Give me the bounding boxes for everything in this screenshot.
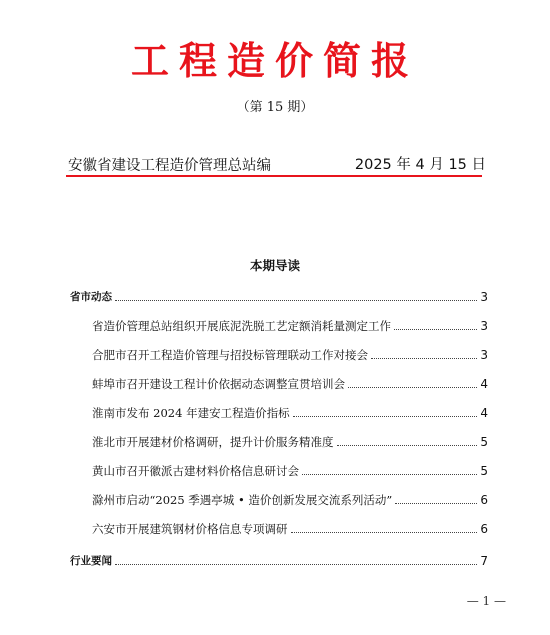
toc-entry-label: 省市动态 [70,291,112,303]
toc-entry-page: 4 [480,406,488,420]
toc-leader-dots [291,531,478,533]
toc-entry-page: 3 [480,290,488,304]
toc-entry[interactable] [92,404,488,420]
toc-leader-dots [293,415,478,417]
toc-entry-label: 滁州市启动“2025 季遇亭城 • 造价创新发展交流系列活动” [92,493,393,507]
toc-entry-label: 行业要闻 [70,555,112,567]
newsletter-title: 工程造价简报 [130,38,419,83]
toc-entry[interactable] [92,491,488,507]
toc-entry[interactable] [92,520,488,536]
toc-entry-label: 合肥市召开工程造价管理与招投标管理联动工作对接会 [92,348,368,362]
toc-leader-dots [302,473,477,475]
toc-entry-page: 4 [480,377,488,391]
toc-entry-page: 6 [480,493,488,507]
toc-entry[interactable] [92,375,488,391]
toc-entry-section[interactable] [70,552,488,568]
toc-entry-page: 5 [480,464,488,478]
toc-leader-dots [394,328,477,330]
toc-entry-label: 黄山市召开徽派古建材料价格信息研讨会 [92,464,299,478]
toc-leader-dots [395,502,477,504]
publish-date: 2025 年 4 月 15 日 [354,157,486,173]
toc-entry[interactable] [92,346,488,362]
toc-entry-label: 六安市开展建筑钢材价格信息专项调研 [92,522,288,536]
toc-entry-label: 淮北市开展建材价格调研，提升计价服务精准度 [92,435,334,449]
toc-entry-label: 蚌埠市召开建设工程计价依据动态调整宣贯培训会 [92,377,345,391]
toc-entry-page: 3 [480,319,488,333]
toc-entry[interactable] [92,462,488,478]
toc-leader-dots [115,563,477,565]
toc-entry-page: 6 [480,522,488,536]
toc-entry-label: 省造价管理总站组织开展底泥洗脱工艺定额消耗量测定工作 [92,319,391,333]
page-number: — 1 — [466,594,506,608]
header-divider [66,175,482,177]
toc-entry-label: 淮南市发布 2024 年建安工程造价指标 [92,406,290,420]
publisher-line: 安徽省建设工程造价管理总站编 [68,158,271,174]
toc-leader-dots [337,444,478,446]
toc-entry-page: 7 [480,554,488,568]
toc-entry[interactable] [92,317,488,333]
toc-entry-page: 5 [480,435,488,449]
toc-leader-dots [115,299,477,301]
toc-entry-section[interactable] [70,288,488,304]
toc-title: 本期导读 [249,258,300,273]
toc-entry[interactable] [92,433,488,449]
issue-number: （第 15 期） [236,100,314,115]
toc-leader-dots [371,357,477,359]
toc-entry-page: 3 [480,348,488,362]
toc-leader-dots [348,386,477,388]
